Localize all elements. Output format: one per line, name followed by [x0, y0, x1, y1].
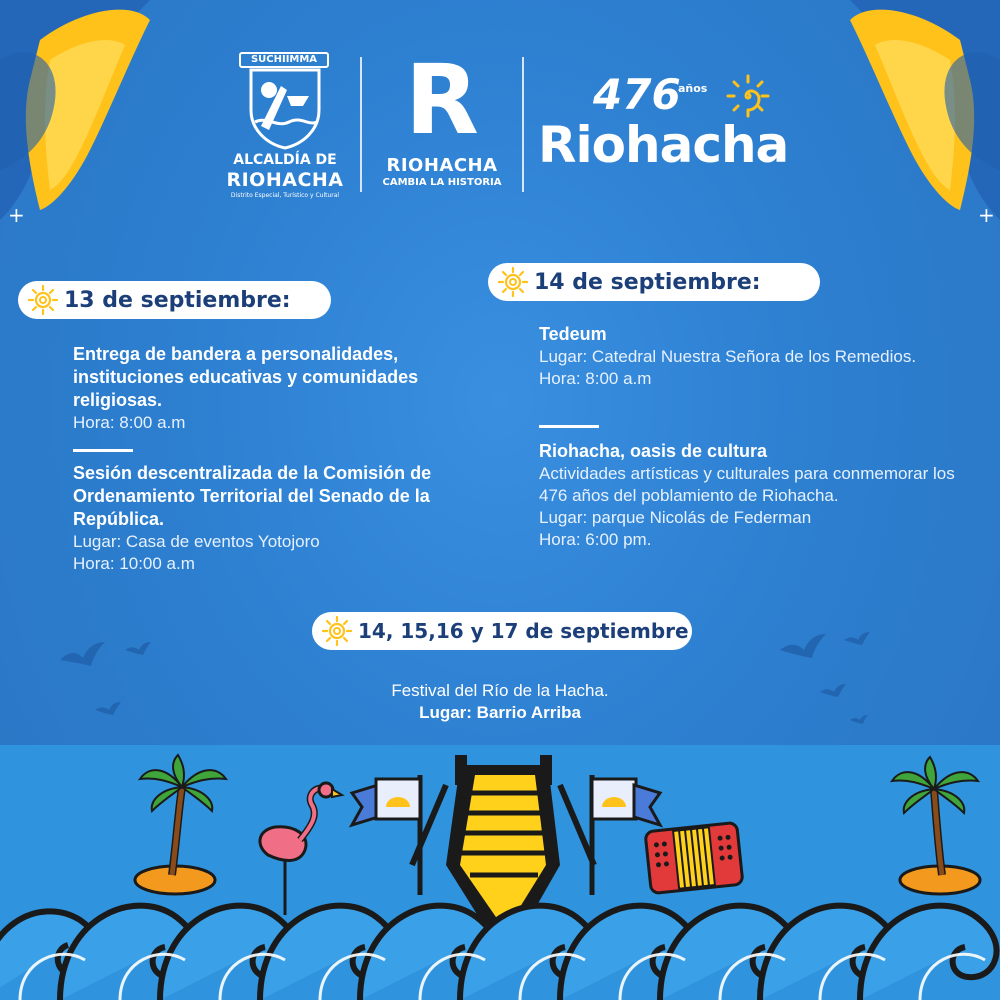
event-13-1 [73, 343, 503, 434]
bottom-scene [0, 745, 1000, 1000]
date-label: 14, 15,16 y 17 de septiembre [358, 619, 689, 643]
birds-left-icon [55, 620, 175, 730]
event-detail: Hora: 8:00 a.m [73, 413, 186, 432]
alcaldia-line2: RIOHACHA [226, 169, 344, 191]
event-title: Riohacha, oasis de cultura [539, 441, 768, 461]
event-title: Sesión descentralizada de la Comisión de Ordenamiento Territorial del Senado de la República. [73, 463, 432, 529]
crest-label: SÜCHIIMMA [239, 52, 329, 68]
date-label: 14 de septiembre: [534, 269, 761, 295]
event-detail: Hora: 10:00 a.m [73, 554, 195, 573]
event-detail: Actividades artísticas y culturales para conmemorar los 476 años del poblamiento de Riohacha. [539, 464, 955, 505]
header-divider [360, 57, 362, 192]
alcaldia-line3: Distrito Especial, Turístico y Cultural [230, 192, 340, 199]
svg-text:+: + [978, 203, 995, 227]
palm-tree-left-icon [135, 755, 226, 894]
festival-place: Lugar: Barrio Arriba [419, 703, 581, 722]
anniversary-logo [538, 70, 798, 190]
festival-name: Festival del Río de la Hacha. [391, 681, 609, 700]
anniversary-number: 476 [593, 70, 681, 119]
accordion-icon [645, 822, 743, 893]
date-pill-13 [18, 281, 331, 319]
svg-text:+: + [8, 203, 25, 227]
event-title: Entrega de bandera a personalidades, instituciones educativas y comunidades religiosas. [73, 344, 419, 410]
palm-tree-right-icon [892, 757, 980, 894]
event-detail: Lugar: parque Nicolás de Federman [539, 508, 812, 527]
event-13-2 [73, 462, 513, 575]
birds-right-icon [770, 620, 890, 740]
corner-swoosh-right [840, 0, 1000, 230]
event-14-1 [539, 323, 919, 390]
waves [0, 906, 997, 1000]
crest-shield-icon [247, 66, 323, 150]
r-letter: R [405, 44, 479, 156]
sun-icon [322, 616, 352, 646]
date-pill-14 [488, 263, 820, 301]
sun-icon [28, 285, 58, 315]
riohacha-logo-line1: RIOHACHA [386, 155, 498, 176]
sun-icon [498, 267, 528, 297]
event-title: Tedeum [539, 324, 607, 344]
event-divider [73, 449, 133, 452]
event-detail: Hora: 6:00 pm. [539, 530, 652, 549]
flamingo-icon [260, 783, 342, 915]
alcaldia-line1: ALCALDÍA DE [233, 152, 337, 168]
event-divider [539, 425, 599, 428]
event-detail: Lugar: Catedral Nuestra Señora de los Remedios. [539, 347, 917, 366]
date-label: 13 de septiembre: [64, 287, 291, 313]
event-14-2 [539, 440, 959, 551]
corner-swoosh-left [0, 0, 160, 230]
riohacha-cambia-logo [372, 44, 512, 202]
anniversary-city: Riohacha [538, 116, 789, 174]
anniversary-anos: años [678, 82, 708, 95]
sun-spiral-icon [726, 74, 770, 118]
alcaldia-logo [225, 52, 345, 202]
riohacha-logo-line2: CAMBIA LA HISTORIA [382, 177, 502, 188]
event-detail: Hora: 8:00 a.m [539, 369, 652, 388]
header-divider [522, 57, 524, 192]
date-pill-14-17 [312, 612, 692, 650]
flag-left-icon [352, 775, 420, 895]
event-detail: Lugar: Casa de eventos Yotojoro [73, 532, 320, 551]
